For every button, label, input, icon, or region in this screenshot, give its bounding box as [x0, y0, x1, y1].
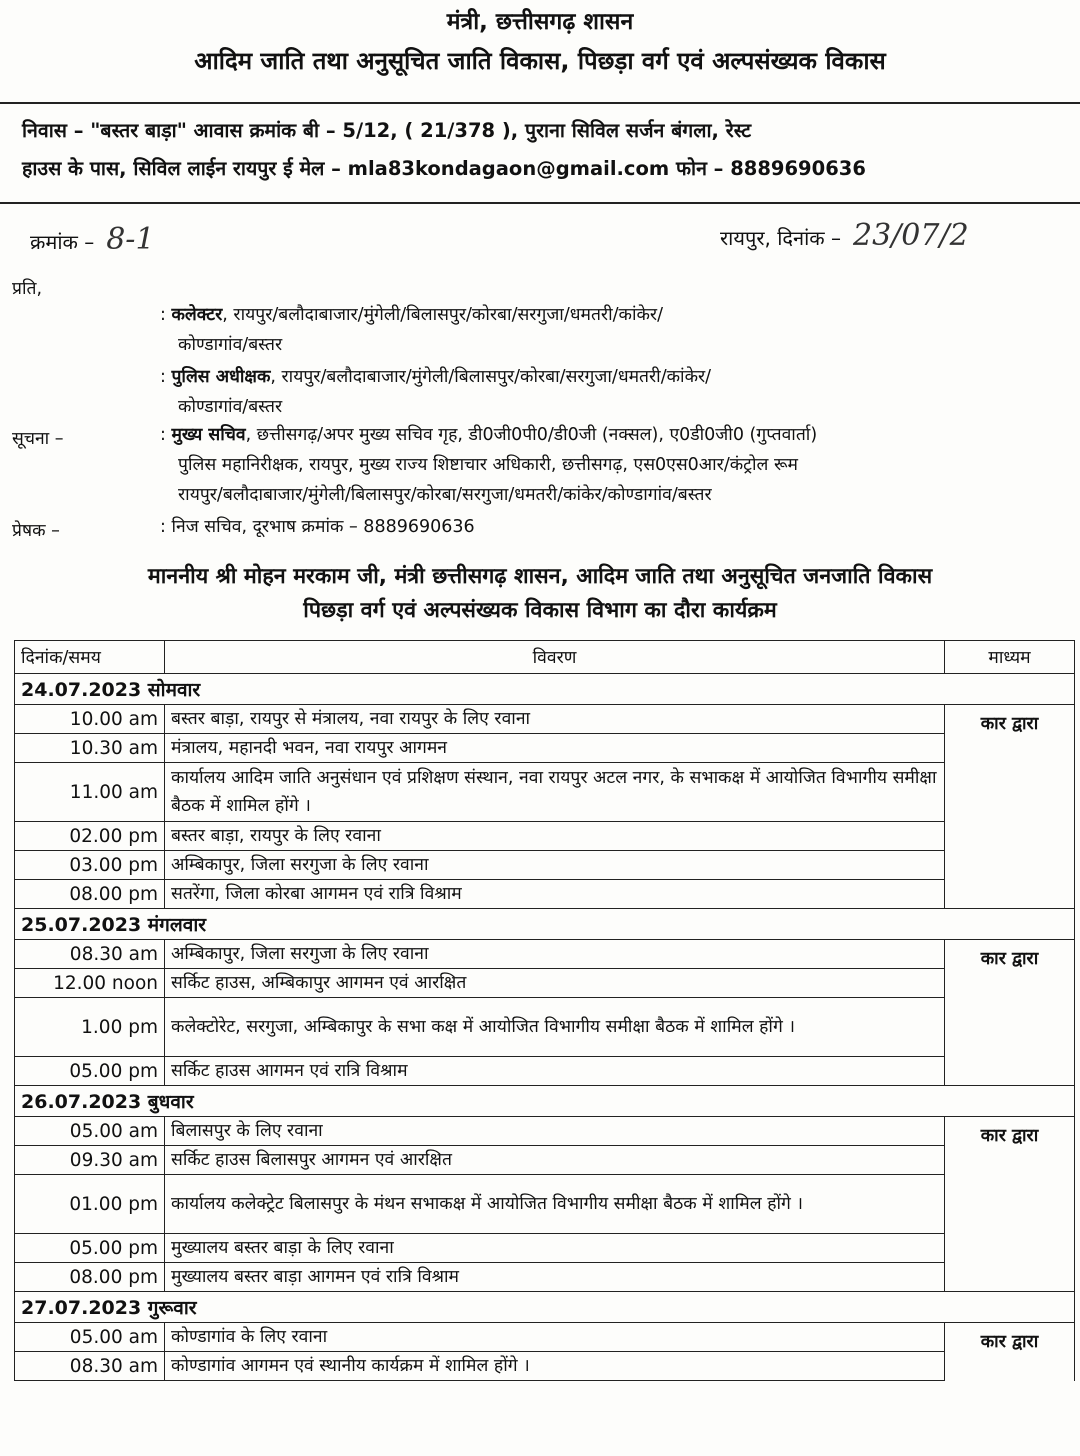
- table-row: [15, 1175, 1075, 1234]
- kramank-label: क्रमांक –: [30, 230, 95, 254]
- header-department: आदिम जाति तथा अनुसूचित जाति विकास, पिछड़ा वर्ग एवं अल्पसंख्यक विकास: [194, 47, 886, 75]
- medium-cell: कार द्वारा: [945, 705, 1075, 909]
- table-row: [15, 1352, 1075, 1381]
- detail-cell: मुख्यालय बस्तर बाड़ा के लिए रवाना: [165, 1234, 945, 1263]
- detail-cell: सर्किट हाउस आगमन एवं रात्रि विश्राम: [165, 1057, 945, 1086]
- time-cell: 03.00 pm: [15, 851, 165, 880]
- detail-cell: सर्किट हाउस, अम्बिकापुर आगमन एवं आरक्षित: [165, 969, 945, 998]
- police-line-1: , रायपुर/बलौदाबाजार/मुंगेली/बिलासपुर/कोरबा/सरगुजा/धमतरी/कांकेर/: [270, 367, 712, 387]
- column-header-medium: माध्यम: [945, 641, 1075, 674]
- table-row: [15, 1263, 1075, 1292]
- detail-cell: बस्तर बाड़ा, रायपुर से मंत्रालय, नवा रायपुर के लिए रवाना: [165, 705, 945, 734]
- day-row: [15, 674, 1075, 705]
- detail-cell: सतरेंगा, जिला कोरबा आगमन एवं रात्रि विश्राम: [165, 880, 945, 909]
- time-cell: 02.00 pm: [15, 822, 165, 851]
- detail-cell: कलेक्टोरेट, सरगुजा, अम्बिकापुर के सभा कक्ष में आयोजित विभागीय समीक्षा बैठक में शामिल होंगे ।: [165, 998, 945, 1057]
- day-heading: 27.07.2023 गुरूवार: [15, 1292, 1075, 1323]
- detail-cell: सर्किट हाउस बिलासपुर आगमन एवं आरक्षित: [165, 1146, 945, 1175]
- table-row: [15, 1323, 1075, 1352]
- police-line-2: कोण्डागांव/बस्तर: [178, 397, 283, 417]
- kramank-handwritten: 8-1: [106, 222, 155, 257]
- date-handwritten: 23/07/2: [853, 218, 969, 253]
- detail-cell: अम्बिकापुर, जिला सरगुजा के लिए रवाना: [165, 940, 945, 969]
- collector-title: कलेक्टर: [171, 305, 223, 325]
- table-header-row: [15, 641, 1075, 674]
- detail-cell: अम्बिकापुर, जिला सरगुजा के लिए रवाना: [165, 851, 945, 880]
- reference-number: [30, 222, 155, 257]
- header-rule: [0, 102, 1080, 104]
- address-line-1: निवास – "बस्तर बाड़ा" आवास क्रमांक बी – 5/12, ( 21/378 ), पुराना सिविल सर्जन बंगला, रेस्ट: [22, 119, 752, 142]
- preshak-label: प्रेषक –: [12, 521, 60, 541]
- time-cell: 09.30 am: [15, 1146, 165, 1175]
- address-block: [22, 112, 1062, 188]
- suchna-line-1: , छत्तीसगढ़/अपर मुख्य सचिव गृह, डी0जी0पी0/डी0जी (नक्सल), ए0डी0जी0 (गुप्तवार्ता): [245, 425, 818, 445]
- detail-cell: मुख्यालय बस्तर बाड़ा आगमन एवं रात्रि विश्राम: [165, 1263, 945, 1292]
- time-cell: 05.00 am: [15, 1323, 165, 1352]
- day-heading: 26.07.2023 बुधवार: [15, 1086, 1075, 1117]
- column-header-details: विवरण: [165, 641, 945, 674]
- time-cell: 12.00 noon: [15, 969, 165, 998]
- day-row: [15, 1086, 1075, 1117]
- detail-cell: बस्तर बाड़ा, रायपुर के लिए रवाना: [165, 822, 945, 851]
- table-row: [15, 851, 1075, 880]
- day-heading: 25.07.2023 मंगलवार: [15, 909, 1075, 940]
- medium-cell: कार द्वारा: [945, 940, 1075, 1086]
- time-cell: 08.00 pm: [15, 880, 165, 909]
- table-row: [15, 998, 1075, 1057]
- time-cell: 10.00 am: [15, 705, 165, 734]
- time-cell: 08.30 am: [15, 940, 165, 969]
- time-cell: 05.00 pm: [15, 1234, 165, 1263]
- time-cell: 10.30 am: [15, 734, 165, 763]
- day-heading: 24.07.2023 सोमवार: [15, 674, 1075, 705]
- time-cell: 08.30 am: [15, 1352, 165, 1381]
- table-row: [15, 1234, 1075, 1263]
- table-row: [15, 1146, 1075, 1175]
- police-recipients: : पुलिस अधीक्षक, रायपुर/बलौदाबाजार/मुंगेली/बिलासपुर/कोरबा/सरगुजा/धमतरी/कांकेर/ कोण्डागांव/बस्तर: [160, 362, 711, 422]
- police-title: पुलिस अधीक्षक: [171, 367, 271, 387]
- table-row: [15, 763, 1075, 822]
- collector-recipients: : कलेक्टर, रायपुर/बलौदाबाजार/मुंगेली/बिलासपुर/कोरबा/सरगुजा/धमतरी/कांकेर/ कोण्डागांव/बस्तर: [160, 300, 663, 360]
- address-line-2: हाउस के पास, सिविल लाईन रायपुर ई मेल – mla83kondagaon@gmail.com फोन – 8889690636: [22, 157, 866, 180]
- table-row: [15, 1117, 1075, 1146]
- suchna-line-3: रायपुर/बलौदाबाजार/मुंगेली/बिलासपुर/कोरबा/सरगुजा/धमतरी/कांकेर/कोण्डागांव/बस्तर: [178, 485, 712, 505]
- collector-line-1: , रायपुर/बलौदाबाजार/मुंगेली/बिलासपुर/कोरबा/सरगुजा/धमतरी/कांकेर/: [222, 305, 663, 325]
- title-line-1: माननीय श्री मोहन मरकाम जी, मंत्री छत्तीसगढ़ शासन, आदिम जाति तथा अनुसूचित जनजाति विकास: [147, 564, 933, 589]
- tour-schedule-table: [14, 640, 1075, 1381]
- suchna-label: सूचना –: [12, 429, 64, 449]
- time-cell: 1.00 pm: [15, 998, 165, 1057]
- collector-line-2: कोण्डागांव/बस्तर: [178, 335, 283, 355]
- table-row: [15, 734, 1075, 763]
- column-header-date: दिनांक/समय: [15, 641, 165, 674]
- title-line-2: पिछड़ा वर्ग एवं अल्पसंख्यक विकास विभाग का दौरा कार्यक्रम: [303, 598, 777, 623]
- detail-cell: कार्यालय कलेक्ट्रेट बिलासपुर के मंथन सभाकक्ष में आयोजित विभागीय समीक्षा बैठक में शामिल होंगे ।: [165, 1175, 945, 1234]
- suchna-title: मुख्य सचिव: [171, 425, 246, 445]
- reference-date: [720, 218, 969, 253]
- detail-cell: कोण्डागांव आगमन एवं स्थानीय कार्यक्रम में शामिल होंगे ।: [165, 1352, 945, 1381]
- detail-cell: कार्यालय आदिम जाति अनुसंधान एवं प्रशिक्षण संस्थान, नवा रायपुर अटल नगर, के सभाकक्ष में आयोजित विभागीय समीक्षा बैठक में शामिल होंगे ।: [165, 763, 945, 822]
- header-title: मंत्री, छत्तीसगढ़ शासन: [446, 9, 634, 35]
- suchna-recipients: : मुख्य सचिव, छत्तीसगढ़/अपर मुख्य सचिव गृह, डी0जी0पी0/डी0जी (नक्सल), ए0डी0जी0 (गुप्तवार्ता) पुलिस महानिरीक्षक, रायपुर, मुख्य राज्य शिष्टाचार अधिकारी, छत्तीसगढ़, एस0एस0आर/कंट्रोल रूम रायपुर/बलौदाबाजार/मुंगेली/बिलासपुर/कोरबा/सरगुजा/धमतरी/कांकेर/कोण्डागांव/बस्तर: [160, 420, 817, 510]
- table-row: [15, 940, 1075, 969]
- time-cell: 05.00 am: [15, 1117, 165, 1146]
- table-row: [15, 705, 1075, 734]
- day-row: [15, 1292, 1075, 1323]
- time-cell: 08.00 pm: [15, 1263, 165, 1292]
- table-row: [15, 969, 1075, 998]
- tour-program-title: [0, 560, 1080, 628]
- table-row: [15, 880, 1075, 909]
- address-rule: [0, 202, 1080, 204]
- table-row: [15, 1057, 1075, 1086]
- medium-cell: कार द्वारा: [945, 1323, 1075, 1381]
- table-row: [15, 822, 1075, 851]
- date-label: रायपुर, दिनांक –: [720, 226, 842, 250]
- medium-cell: कार द्वारा: [945, 1117, 1075, 1292]
- suchna-line-2: पुलिस महानिरीक्षक, रायपुर, मुख्य राज्य शिष्टाचार अधिकारी, छत्तीसगढ़, एस0एस0आर/कंट्रोल रूम: [178, 455, 799, 475]
- time-cell: 11.00 am: [15, 763, 165, 822]
- detail-cell: बिलासपुर के लिए रवाना: [165, 1117, 945, 1146]
- time-cell: 01.00 pm: [15, 1175, 165, 1234]
- preshak: : निज सचिव, दूरभाष क्रमांक – 8889690636: [160, 517, 475, 537]
- day-row: [15, 909, 1075, 940]
- prati-label: प्रति,: [12, 279, 43, 299]
- detail-cell: कोण्डागांव के लिए रवाना: [165, 1323, 945, 1352]
- detail-cell: मंत्रालय, महानदी भवन, नवा रायपुर आगमन: [165, 734, 945, 763]
- time-cell: 05.00 pm: [15, 1057, 165, 1086]
- preshak-value: निज सचिव, दूरभाष क्रमांक – 8889690636: [171, 517, 475, 537]
